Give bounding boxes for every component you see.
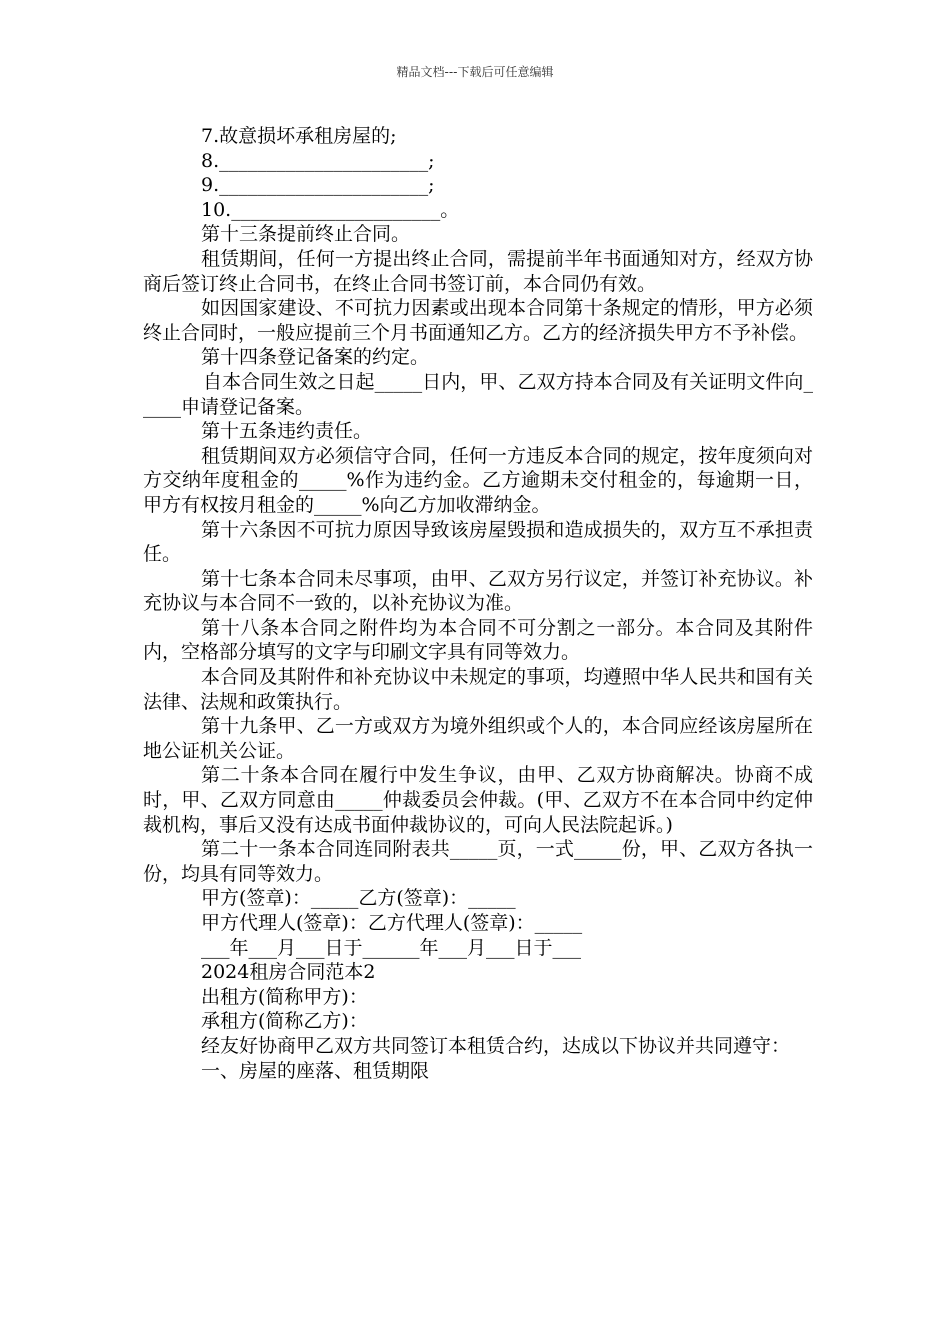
lessor-line: 出租方(简称甲方)： xyxy=(201,985,368,1008)
paragraph: 租赁期间，任何一方提出终止合同，需提前半年书面通知对方，经双方协商后签订终止合同书，在终止合同书签订前，本合同仍有效。 xyxy=(143,247,813,295)
list-item-7: 7.故意损坏承租房屋的; xyxy=(201,125,397,147)
article-14-heading: 第十四条登记备案的约定。 xyxy=(201,346,430,369)
date-line: ___年___月___日于______年___月___日于___ xyxy=(201,936,582,959)
paragraph: 经友好协商甲乙双方共同签订本租赁合约，达成以下协议并共同遵守： xyxy=(201,1034,791,1057)
article-17: 第十七条本合同未尽事项，由甲、乙双方另行议定，并签订补充协议。补充协议与本合同不一致的，以补充协议为准。 xyxy=(143,567,813,615)
article-13-heading: 第十三条提前终止合同。 xyxy=(201,223,411,246)
section-heading: 一、房屋的座落、租赁期限 xyxy=(201,1059,430,1082)
document-body xyxy=(143,124,813,1083)
section-title: 2024租房合同范本2 xyxy=(201,961,376,984)
lessee-line: 承租方(简称乙方)： xyxy=(201,1010,368,1033)
signature-line: 甲方(签章)：_____乙方(签章)：_____ xyxy=(201,887,516,910)
list-item-8: 8.______________________; xyxy=(201,149,435,172)
article-19: 第十九条甲、乙一方或双方为境外组织或个人的，本合同应经该房屋所在地公证机关公证。 xyxy=(143,715,813,762)
article-21: 第二十一条本合同连同附表共_____页，一式_____份，甲、乙双方各执一份，均具有同等效力。 xyxy=(143,838,813,885)
paragraph: 自本合同生效之日起_____日内，甲、乙双方持本合同及有关证明文件向_____申请登记备案。 xyxy=(143,370,813,418)
paragraph: 租赁期间双方必须信守合同，任何一方违反本合同的规定，按年度须向对方交纳年度租金的_____%作为违约金。乙方逾期未交付租金的，每逾期一日，甲方有权按月租金的_____%向乙方加收滞纳金。 xyxy=(143,444,813,516)
article-18: 第十八条本合同之附件均为本合同不可分割之一部分。本合同及其附件内，空格部分填写的文字与印刷文字具有同等效力。 xyxy=(143,616,813,664)
page-header: 精品文档---下载后可任意编辑 xyxy=(396,65,554,79)
paragraph: 如因国家建设、不可抗力因素或出现本合同第十条规定的情形，甲方必须终止合同时，一般应提前三个月书面通知乙方。乙方的经济损失甲方不予补偿。 xyxy=(143,297,813,344)
article-15-heading: 第十五条违约责任。 xyxy=(201,420,373,443)
list-item-10: 10.______________________。 xyxy=(201,198,460,221)
agent-signature-line: 甲方代理人(签章)：乙方代理人(签章)：_____ xyxy=(201,912,583,934)
list-item-9: 9.______________________; xyxy=(201,174,435,197)
article-20: 第二十条本合同在履行中发生争议，由甲、乙双方协商解决。协商不成时，甲、乙双方同意由_____仲裁委员会仲裁。(甲、乙双方不在本合同中约定仲裁机构，事后又没有达成书面仲裁协议的，可向人民法院起诉。) xyxy=(143,764,813,836)
article-16: 第十六条因不可抗力原因导致该房屋毁损和造成损失的，双方互不承担责任。 xyxy=(143,518,813,566)
paragraph: 本合同及其附件和补充协议中未规定的事项，均遵照中华人民共和国有关法律、法规和政策执行。 xyxy=(143,666,813,713)
